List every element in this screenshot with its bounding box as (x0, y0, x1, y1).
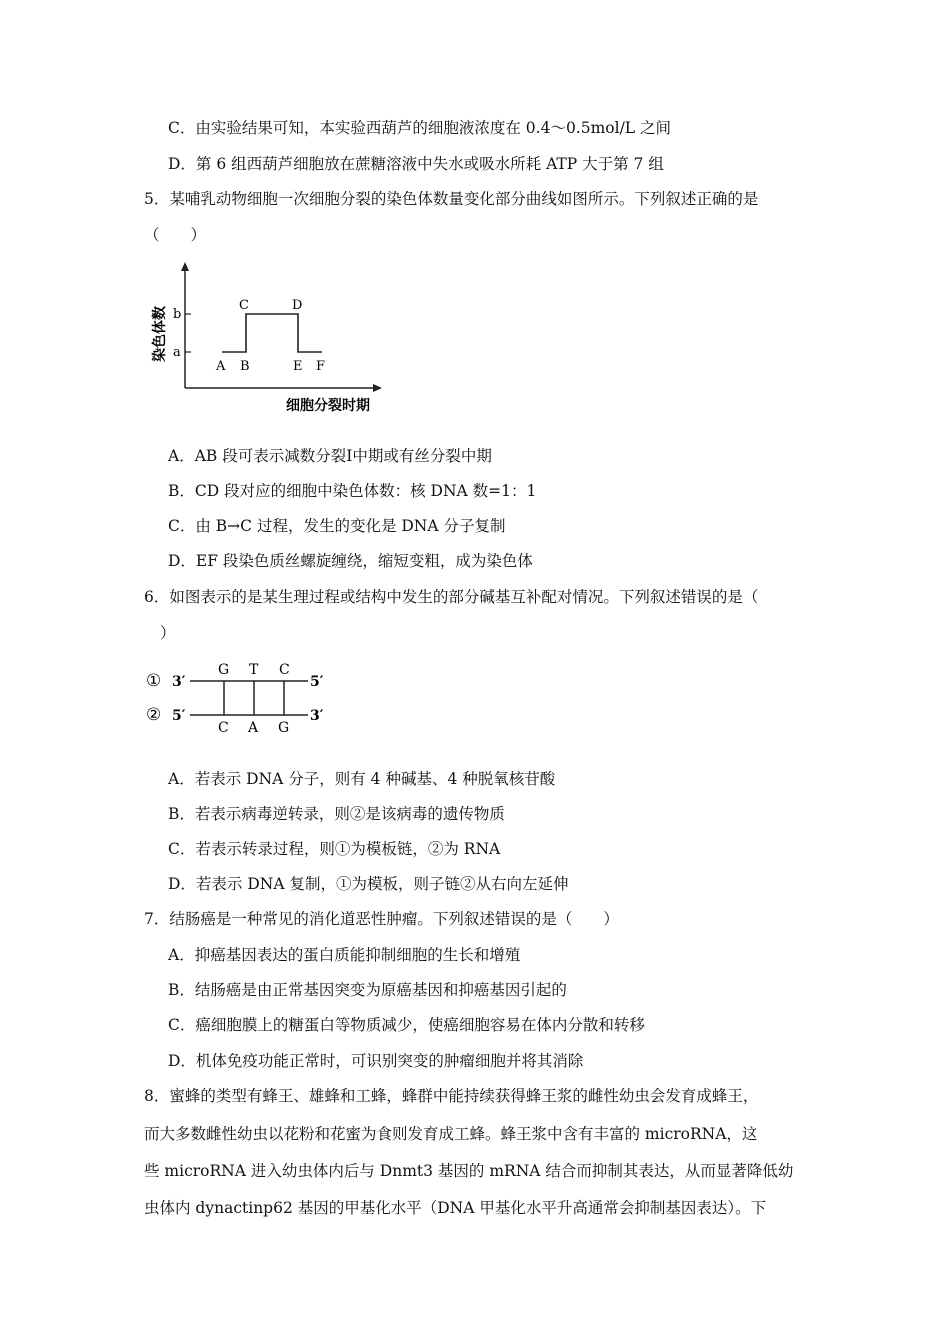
q5-stem-paren: （ ） (144, 226, 207, 244)
q4-option-d: D．第 6 组西葫芦细胞放在蔗糖溶液中失水或吸水所耗 ATP 大于第 7 组 (168, 155, 664, 173)
strand1-right-end: 5′ (310, 674, 324, 690)
q5-option-c: C．由 B→C 过程，发生的变化是 DNA 分子复制 (168, 517, 506, 535)
q6-option-a: A．若表示 DNA 分子，则有 4 种碱基、4 种脱氧核苷酸 (168, 770, 556, 788)
strand2-label: ② (146, 705, 162, 725)
point-label-f: F (316, 359, 326, 374)
q5-chromosome-chart (140, 258, 400, 420)
tick-label-b: b (173, 307, 182, 322)
point-label-e: E (293, 359, 303, 374)
strand2-base-2: A (248, 720, 259, 736)
strand1-base-1: G (218, 662, 230, 678)
strand2-left-end: 5′ (172, 708, 186, 724)
q6-option-c: C．若表示转录过程，则①为模板链，②为 RNA (168, 840, 501, 858)
y-axis-arrow (181, 262, 189, 271)
q7-stem: 7．结肠癌是一种常见的消化道恶性肿瘤。下列叙述错误的是（ ） (144, 910, 619, 928)
q5-option-b: B．CD 段对应的细胞中染色体数：核 DNA 数=1：1 (168, 482, 537, 500)
q8-line-1: 8．蜜蜂的类型有蜂王、雄蜂和工蜂，蜂群中能持续获得蜂王浆的雌性幼虫会发育成蜂王， (144, 1087, 759, 1105)
point-label-c: C (239, 298, 249, 313)
point-label-a: A (216, 359, 226, 374)
point-label-b: B (240, 359, 250, 374)
q6-stem: 6．如图表示的是某生理过程或结构中发生的部分碱基互补配对情况。下列叙述错误的是（ (144, 588, 759, 606)
q7-option-a: A．抑癌基因表达的蛋白质能抑制细胞的生长和增殖 (168, 946, 521, 964)
chromosome-curve (222, 314, 322, 352)
q5-option-a: A．AB 段可表示减数分裂Ⅰ中期或有丝分裂中期 (168, 447, 492, 465)
strand1-label: ① (146, 671, 162, 691)
point-label-d: D (292, 298, 303, 313)
q7-option-d: D．机体免疫功能正常时，可识别突变的肿瘤细胞并将其消除 (168, 1052, 584, 1070)
strand1-left-end: 3′ (172, 674, 186, 690)
q8-line-2: 而大多数雌性幼虫以花粉和花蜜为食则发育成工蜂。蜂王浆中含有丰富的 microRNA，这 (144, 1125, 758, 1143)
q6-stem-paren: ） (160, 624, 176, 642)
q6-base-pairing-diagram (140, 656, 340, 738)
q7-option-c: C．癌细胞膜上的糖蛋白等物质减少，使癌细胞容易在体内分散和转移 (168, 1016, 645, 1034)
q5-option-d: D．EF 段染色质丝螺旋缠绕，缩短变粗，成为染色体 (168, 552, 533, 570)
q6-option-b: B．若表示病毒逆转录，则②是该病毒的遗传物质 (168, 805, 505, 823)
strand1-base-3: C (279, 662, 290, 678)
q6-option-d: D．若表示 DNA 复制，①为模板，则子链②从右向左延伸 (168, 875, 569, 893)
strand2-base-3: G (278, 720, 290, 736)
x-axis-arrow (373, 384, 382, 392)
x-axis-label: 细胞分裂时期 (286, 398, 370, 414)
q8-line-4: 虫体内 dynactinp62 基因的甲基化水平（DNA 甲基化水平升高通常会抑制基因表达）。下 (144, 1199, 767, 1217)
strand2-base-1: C (218, 720, 229, 736)
q8-line-3: 些 microRNA 进入幼虫体内后与 Dnmt3 基因的 mRNA 结合而抑制其表达，从而显著降低幼 (144, 1162, 794, 1180)
strand1-base-2: T (249, 662, 259, 678)
tick-label-a: a (173, 345, 181, 360)
q4-option-c: C．由实验结果可知，本实验西葫芦的细胞液浓度在 0.4～0.5mol/L 之间 (168, 119, 672, 137)
strand2-right-end: 3′ (310, 708, 324, 724)
y-axis-label: 染色体数 (152, 306, 168, 362)
q7-option-b: B．结肠癌是由正常基因突变为原癌基因和抑癌基因引起的 (168, 981, 567, 999)
q5-stem: 5．某哺乳动物细胞一次细胞分裂的染色体数量变化部分曲线如图所示。下列叙述正确的是 (144, 190, 759, 208)
